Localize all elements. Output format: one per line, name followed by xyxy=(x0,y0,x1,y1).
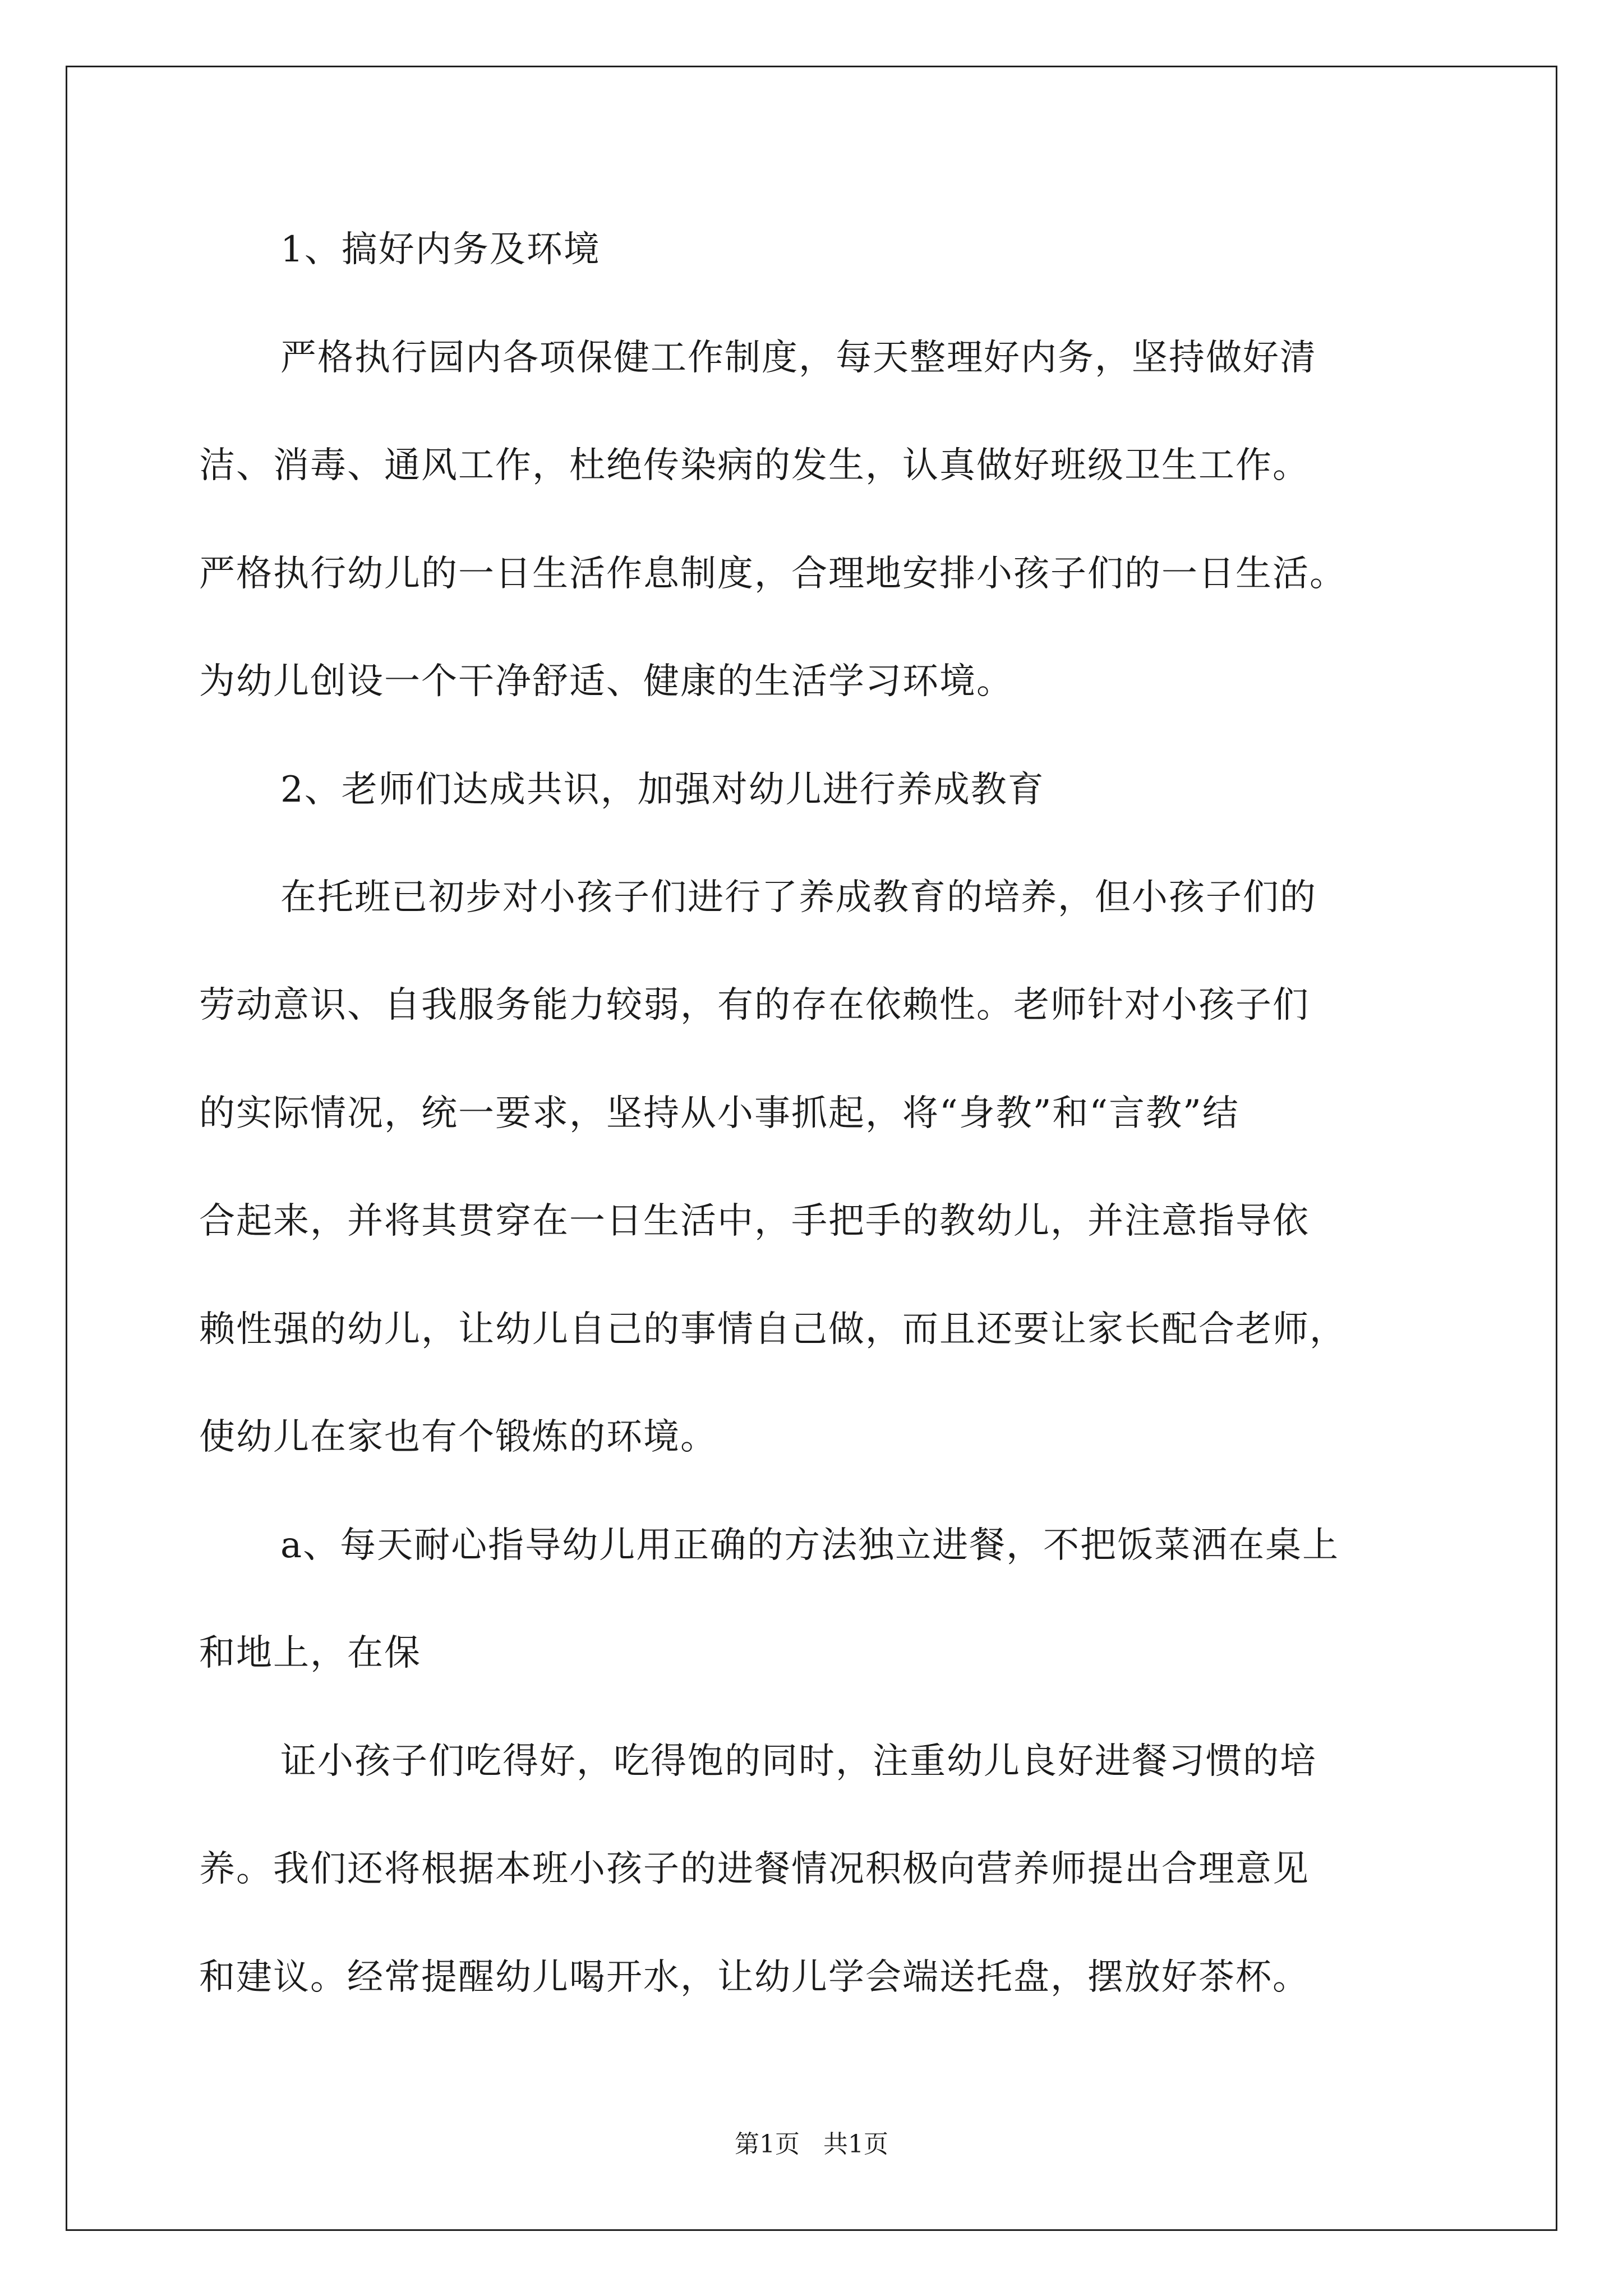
paragraph-line: 赖性强的幼儿，让幼儿自己的事情自己做，而且还要让家长配合老师， xyxy=(199,1309,1347,1350)
paragraph-line: 合起来，并将其贯穿在一日生活中，手把手的教幼儿，并注意指导依 xyxy=(199,1200,1310,1242)
paragraph-line: 和地上，在保 xyxy=(199,1632,421,1674)
page-border xyxy=(66,66,1557,2231)
section-heading-1: 1、搞好内务及环境 xyxy=(280,229,601,270)
paragraph-line: 严格执行园内各项保健工作制度，每天整理好内务，坚持做好清 xyxy=(280,337,1317,379)
paragraph-line: 洁、消毒、通风工作，杜绝传染病的发生，认真做好班级卫生工作。 xyxy=(199,445,1310,486)
paragraph-line: 劳动意识、自我服务能力较弱，有的存在依赖性。老师针对小孩子们 xyxy=(199,984,1310,1026)
paragraph-line: 为幼儿创设一个干净舒适、健康的生活学习环境。 xyxy=(199,661,1013,702)
paragraph-line: a、每天耐心指导幼儿用正确的方法独立进餐，不把饭菜洒在桌上 xyxy=(280,1525,1340,1566)
paragraph-line: 严格执行幼儿的一日生活作息制度，合理地安排小孩子们的一日生活。 xyxy=(199,553,1347,595)
paragraph-line: 的实际情况，统一要求，坚持从小事抓起，将“身教”和“言教”结 xyxy=(199,1093,1239,1134)
paragraph-line: 证小孩子们吃得好，吃得饱的同时，注重幼儿良好进餐习惯的培 xyxy=(280,1741,1317,1782)
paragraph-line: 和建议。经常提醒幼儿喝开水，让幼儿学会端送托盘，摆放好茶杯。 xyxy=(199,1957,1310,1998)
paragraph-line: 在托班已初步对小孩子们进行了养成教育的培养，但小孩子们的 xyxy=(280,877,1317,918)
page-footer: 第1页 共1页 xyxy=(735,2130,888,2159)
section-heading-2: 2、老师们达成共识，加强对幼儿进行养成教育 xyxy=(280,769,1045,811)
paragraph-line: 养。我们还将根据本班小孩子的进餐情况积极向营养师提出合理意见 xyxy=(199,1848,1310,1890)
paragraph-line: 使幼儿在家也有个锻炼的环境。 xyxy=(199,1416,717,1458)
